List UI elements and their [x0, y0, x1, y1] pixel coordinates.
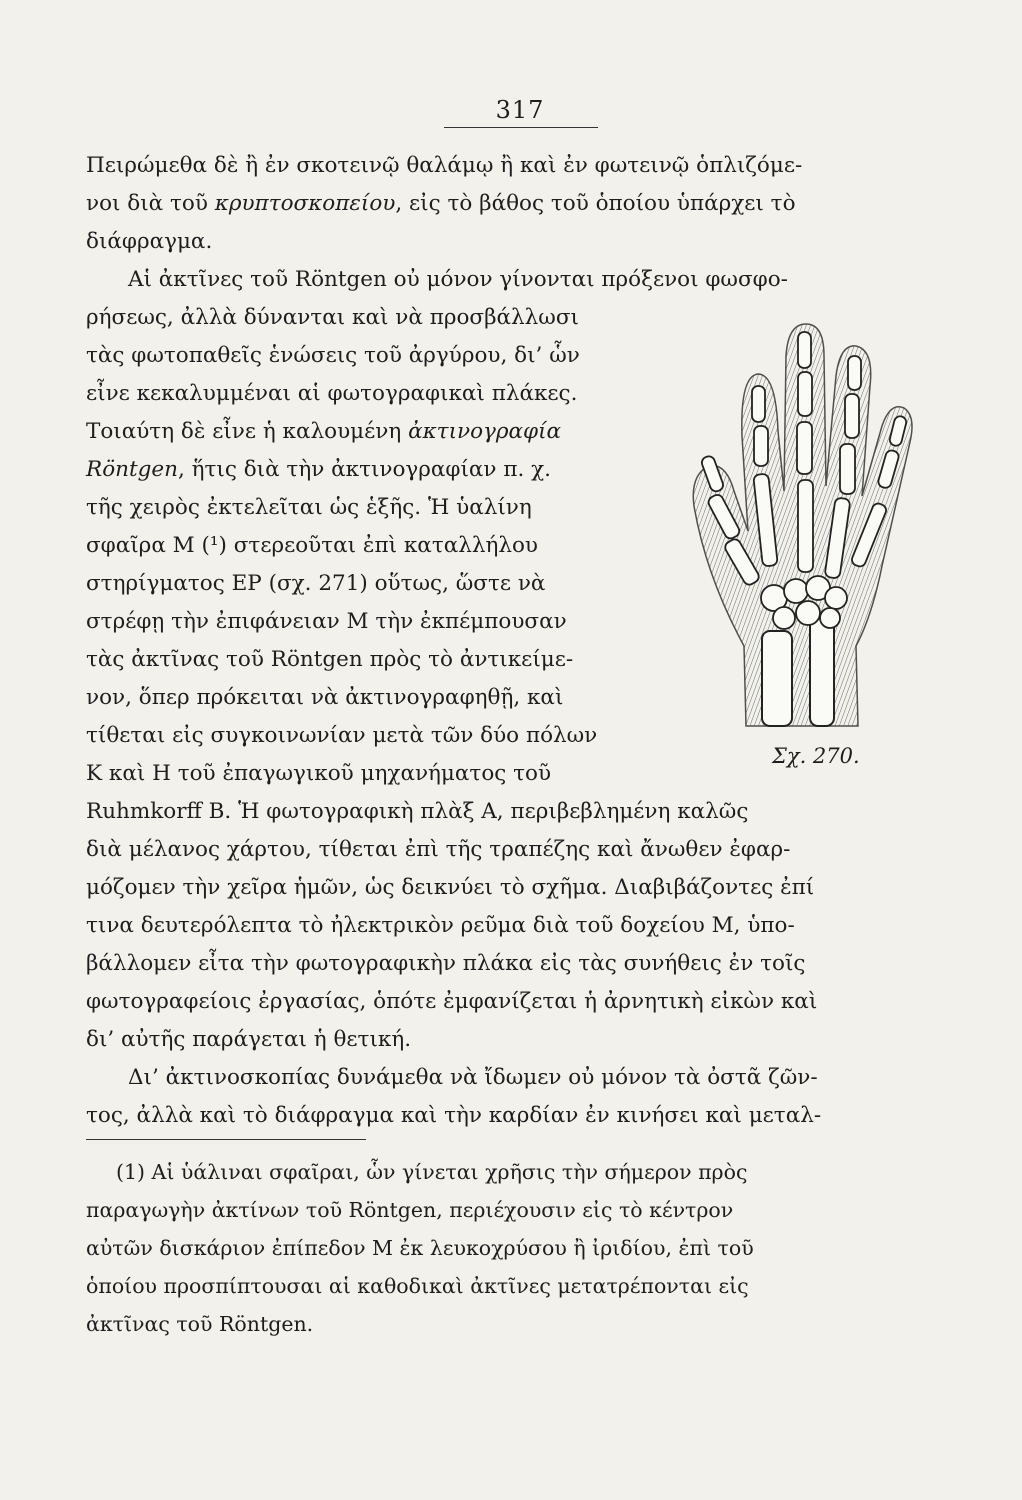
italic-term: κρυπτοσκοπείου — [214, 191, 396, 216]
footnote-rule — [86, 1139, 366, 1140]
text-line: Δι’ ἀκτινοσκοπίας δυνάμεθα νὰ ἴδωμεν οὐ μόνον τὰ ὀστᾶ ζῶν- — [128, 1065, 818, 1090]
text-span: , ἥτις διὰ τὴν ἀκτινογραφίαν π. χ. — [177, 457, 551, 482]
page-number: 317 — [495, 96, 545, 124]
footnote-line: αὐτῶν δισκάριον ἐπίπεδον Μ ἐκ λευκοχρύσου ἢ ἰριδίου, ἐπὶ τοῦ — [86, 1236, 754, 1260]
text-line: τινα δευτερόλεπτα τὸ ἠλεκτρικὸν ρεῦμα διὰ τοῦ δοχείου Μ, ὑπο- — [86, 913, 795, 938]
text-line: ρήσεως, ἀλλὰ δύνανται καὶ νὰ προσβάλλωσι — [86, 305, 579, 330]
footnote-line: ὁποίου προσπίπτουσαι αἱ καθοδικαὶ ἀκτῖνες μετατρέπονται εἰς — [86, 1274, 749, 1298]
footnote-line: ἀκτῖνας τοῦ Röntgen. — [86, 1312, 314, 1336]
hand-xray-svg — [686, 316, 918, 728]
text-line: στηρίγματος ΕΡ (σχ. 271) οὕτως, ὥστε νὰ — [86, 571, 546, 596]
text-line: βάλλομεν εἶτα τὴν φωτογραφικὴν πλάκα εἰς τὰς συνήθεις ἐν τοῖς — [86, 951, 806, 976]
text-line: σφαῖρα Μ (¹) στερεοῦται ἐπὶ καταλλήλου — [86, 533, 539, 558]
text-line: τὰς ἀκτῖνας τοῦ Röntgen πρὸς τὸ ἀντικείμε- — [86, 647, 574, 672]
text-span: Τοιαύτη δὲ εἶνε ἡ καλουμένη — [86, 419, 409, 444]
italic-term: Röntgen — [86, 457, 178, 482]
text-line: Ruhmkorff Β. Ἡ φωτογραφικὴ πλὰξ Α, περιβεβλημένη καλῶς — [86, 799, 749, 824]
text-line: τίθεται εἰς συγκοινωνίαν μετὰ τῶν δύο πόλων — [86, 723, 598, 748]
text-line: Κ καὶ Η τοῦ ἐπαγωγικοῦ μηχανήματος τοῦ — [86, 761, 552, 786]
text-line: τὰς φωτοπαθεῖς ἑνώσεις τοῦ ἀργύρου, δι’ ὧν — [86, 343, 580, 368]
text-line: Πειρώμεθα δὲ ἢ ἐν σκοτεινῷ θαλάμῳ ἢ καὶ ἐν φωτεινῷ ὁπλιζόμε- — [86, 153, 803, 178]
text-line — [86, 418, 561, 446]
text-line: Αἱ ἀκτῖνες τοῦ Röntgen οὐ μόνον γίνονται πρόξενοι φωσφο- — [128, 267, 788, 292]
text-line: διὰ μέλανος χάρτου, τίθεται ἐπὶ τῆς τραπέζης καὶ ἄνωθεν ἐφαρ- — [86, 837, 791, 862]
text-span: νοι διὰ τοῦ — [86, 191, 215, 216]
text-line — [86, 456, 551, 484]
text-line: φωτογραφείοις ἐργασίας, ὁπότε ἐμφανίζεται ἡ ἀρνητικὴ εἰκὼν καὶ — [86, 989, 818, 1014]
text-line: τῆς χειρὸς ἐκτελεῖται ὡς ἑξῆς. Ἡ ὑαλίνη — [86, 495, 532, 520]
figure-caption: Σχ. 270. — [772, 744, 860, 768]
text-line: δι’ αὐτῆς παράγεται ἡ θετική. — [86, 1027, 412, 1052]
footnote-line: (1) Αἱ ὑάλιναι σφαῖραι, ὧν γίνεται χρῆσις τὴν σήμερον πρὸς — [116, 1160, 748, 1184]
text-span: , εἰς τὸ βάθος τοῦ ὁποίου ὑπάρχει τὸ — [395, 191, 796, 216]
header-rule — [444, 127, 598, 128]
italic-term: ἀκτινογραφία — [408, 419, 562, 444]
text-line: μόζομεν τὴν χεῖρα ἡμῶν, ὡς δεικνύει τὸ σχῆμα. Διαβιβάζοντες ἐπί — [86, 875, 815, 900]
text-line: στρέφῃ τὴν ἐπιφάνειαν Μ τὴν ἐκπέμπουσαν — [86, 609, 567, 634]
text-line: διάφραγμα. — [86, 229, 213, 254]
text-line: νον, ὅπερ πρόκειται νὰ ἀκτινογραφηθῇ, καὶ — [86, 685, 564, 710]
text-line: τος, ἀλλὰ καὶ τὸ διάφραγμα καὶ τὴν καρδίαν ἐν κινήσει καὶ μεταλ- — [86, 1103, 822, 1128]
text-line: εἶνε κεκαλυμμέναι αἱ φωτογραφικαὶ πλάκες. — [86, 381, 578, 406]
footnote-line: παραγωγὴν ἀκτίνων τοῦ Röntgen, περιέχουσιν εἰς τὸ κέντρον — [86, 1198, 734, 1222]
text-line — [86, 190, 796, 218]
hand-xray-illustration — [686, 316, 918, 728]
